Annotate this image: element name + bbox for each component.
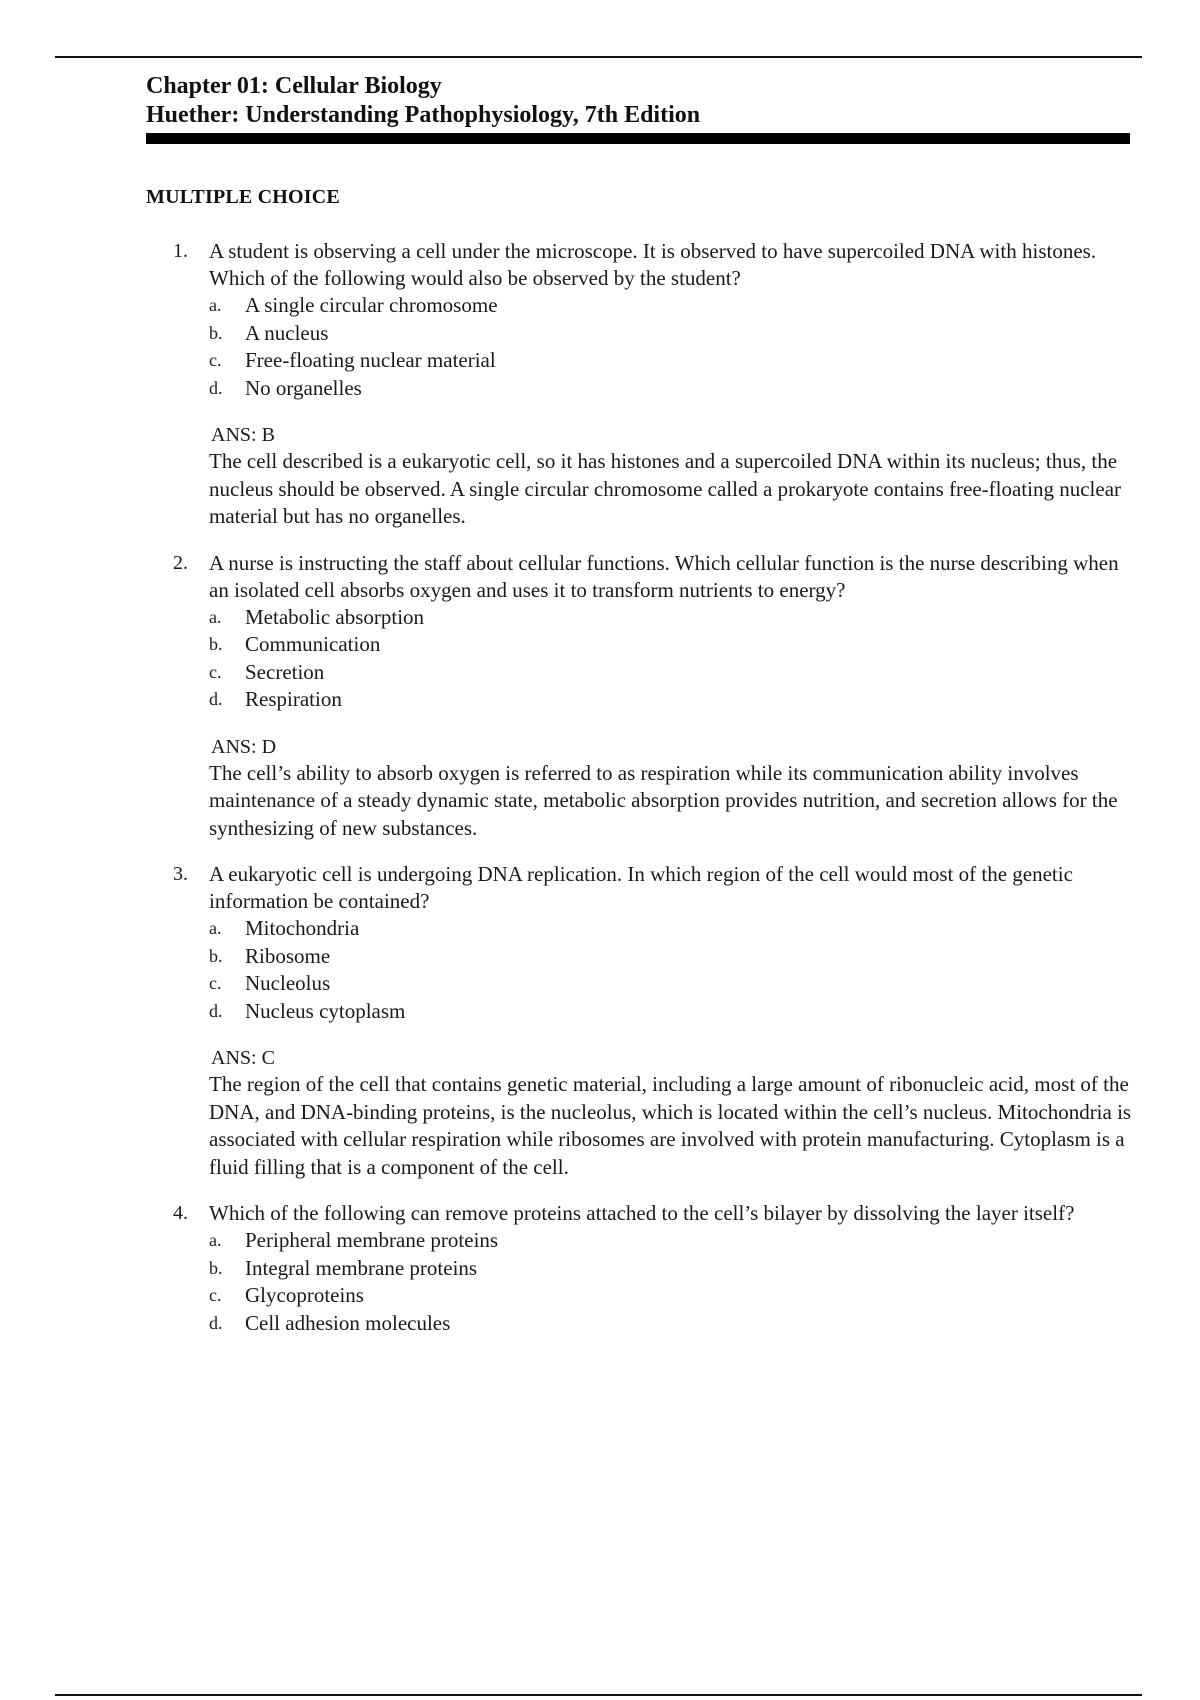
option-d bbox=[209, 375, 1136, 403]
question-text: A eukaryotic cell is undergoing DNA replication. In which region of the cell would most of the genetic information be contained? bbox=[209, 862, 1073, 913]
option-letter: d. bbox=[209, 1000, 223, 1021]
option-c bbox=[209, 970, 1136, 998]
option-letter: b. bbox=[209, 1257, 223, 1278]
option-text: Respiration bbox=[245, 687, 342, 711]
rationale-text: The region of the cell that contains genetic material, including a large amount of ribonucleic acid, most of the DNA, and DNA-binding proteins, is the nucleolus, which is located within the cell’s nucleus. Mitochondria is associated with cellular respiration while ribosomes are involved with protein manufacturing. Cytoplasm is a fluid filling that is a component of the cell. bbox=[209, 1072, 1132, 1179]
book-title: Huether: Understanding Pathophysiology, 7th Edition bbox=[146, 102, 701, 128]
option-text: Nucleus cytoplasm bbox=[245, 998, 406, 1023]
option-text: Cell adhesion molecules bbox=[245, 1310, 451, 1335]
question-3 bbox=[146, 861, 1136, 1181]
option-letter: a. bbox=[209, 1230, 222, 1250]
top-rule bbox=[55, 56, 1142, 58]
option-b bbox=[209, 943, 1136, 971]
option-list bbox=[146, 915, 1136, 1025]
option-letter: a. bbox=[209, 295, 222, 315]
option-text: A nucleus bbox=[245, 320, 329, 345]
question-number: 2. bbox=[173, 551, 188, 574]
option-c bbox=[209, 1282, 1136, 1310]
option-a bbox=[209, 915, 1136, 943]
rationale-text: The cell described is a eukaryotic cell, so it has histones and a supercoiled DNA within its nucleus; thus, the nucleus should be observed. A single circular chromosome called a prokaryote contains free-floating nuclear material but has no organelles. bbox=[209, 449, 1122, 528]
option-letter: b. bbox=[209, 322, 223, 343]
option-b bbox=[209, 320, 1136, 348]
question-text: A student is observing a cell under the microscope. It is observed to have supercoiled DNA with histones. Which of the following would also be observed by the student? bbox=[209, 239, 1097, 290]
header-bar bbox=[146, 133, 1130, 144]
question-number: 3. bbox=[173, 863, 188, 885]
option-list bbox=[146, 1227, 1136, 1337]
option-letter: d. bbox=[209, 377, 223, 398]
option-d bbox=[209, 1310, 1136, 1338]
option-a bbox=[209, 1227, 1136, 1255]
option-letter: a. bbox=[209, 918, 222, 938]
option-text: Free-floating nuclear material bbox=[245, 348, 496, 372]
option-text: Secretion bbox=[245, 659, 325, 684]
option-letter: c. bbox=[209, 1285, 222, 1305]
option-text: Nucleolus bbox=[245, 971, 331, 995]
answer-key: ANS: C bbox=[211, 1047, 275, 1069]
question-list bbox=[146, 238, 1136, 1356]
option-letter: a. bbox=[209, 606, 222, 627]
option-letter: d. bbox=[209, 689, 223, 709]
question-text: Which of the following can remove proteins attached to the cell’s bilayer by dissolving the layer itself? bbox=[209, 1201, 1075, 1225]
option-c bbox=[209, 659, 1136, 687]
answer-key: ANS: B bbox=[211, 424, 275, 446]
option-text: Glycoproteins bbox=[245, 1283, 364, 1307]
answer-key: ANS: D bbox=[211, 735, 277, 758]
option-letter: c. bbox=[209, 350, 222, 370]
option-letter: b. bbox=[209, 634, 223, 654]
option-text: Peripheral membrane proteins bbox=[245, 1228, 499, 1252]
option-a bbox=[209, 604, 1136, 632]
option-d bbox=[209, 686, 1136, 714]
option-text: Metabolic absorption bbox=[245, 604, 425, 629]
option-letter: b. bbox=[209, 945, 223, 966]
chapter-title: Chapter 01: Cellular Biology bbox=[146, 73, 442, 99]
question-2 bbox=[146, 550, 1136, 843]
option-d bbox=[209, 998, 1136, 1026]
question-number: 4. bbox=[173, 1202, 188, 1224]
option-text: Integral membrane proteins bbox=[245, 1255, 478, 1280]
option-c bbox=[209, 347, 1136, 375]
document-header bbox=[146, 72, 1130, 144]
option-letter: c. bbox=[209, 661, 222, 682]
option-b bbox=[209, 631, 1136, 659]
question-text: A nurse is instructing the staff about cellular functions. Which cellular function is the nurse describing when an isolated cell absorbs oxygen and uses it to transform nutrients to energy? bbox=[209, 550, 1119, 602]
option-list bbox=[146, 604, 1136, 714]
option-list bbox=[146, 292, 1136, 402]
question-4 bbox=[146, 1200, 1136, 1337]
option-b bbox=[209, 1255, 1136, 1283]
rationale-text: The cell’s ability to absorb oxygen is referred to as respiration while its communication ability involves maintenance of a steady dynamic state, metabolic absorption provides nutrition, and secretion allows for the synthesizing of new substances. bbox=[209, 760, 1118, 840]
question-1 bbox=[146, 238, 1136, 531]
question-number: 1. bbox=[173, 240, 188, 262]
option-a bbox=[209, 292, 1136, 320]
option-text: No organelles bbox=[245, 375, 362, 400]
section-heading: MULTIPLE CHOICE bbox=[146, 186, 340, 208]
option-letter: d. bbox=[209, 1312, 223, 1333]
bottom-rule bbox=[55, 1694, 1142, 1696]
option-text: Ribosome bbox=[245, 943, 331, 968]
option-text: Mitochondria bbox=[245, 916, 360, 940]
option-text: A single circular chromosome bbox=[245, 293, 498, 317]
option-letter: c. bbox=[209, 973, 222, 993]
option-text: Communication bbox=[245, 632, 381, 656]
